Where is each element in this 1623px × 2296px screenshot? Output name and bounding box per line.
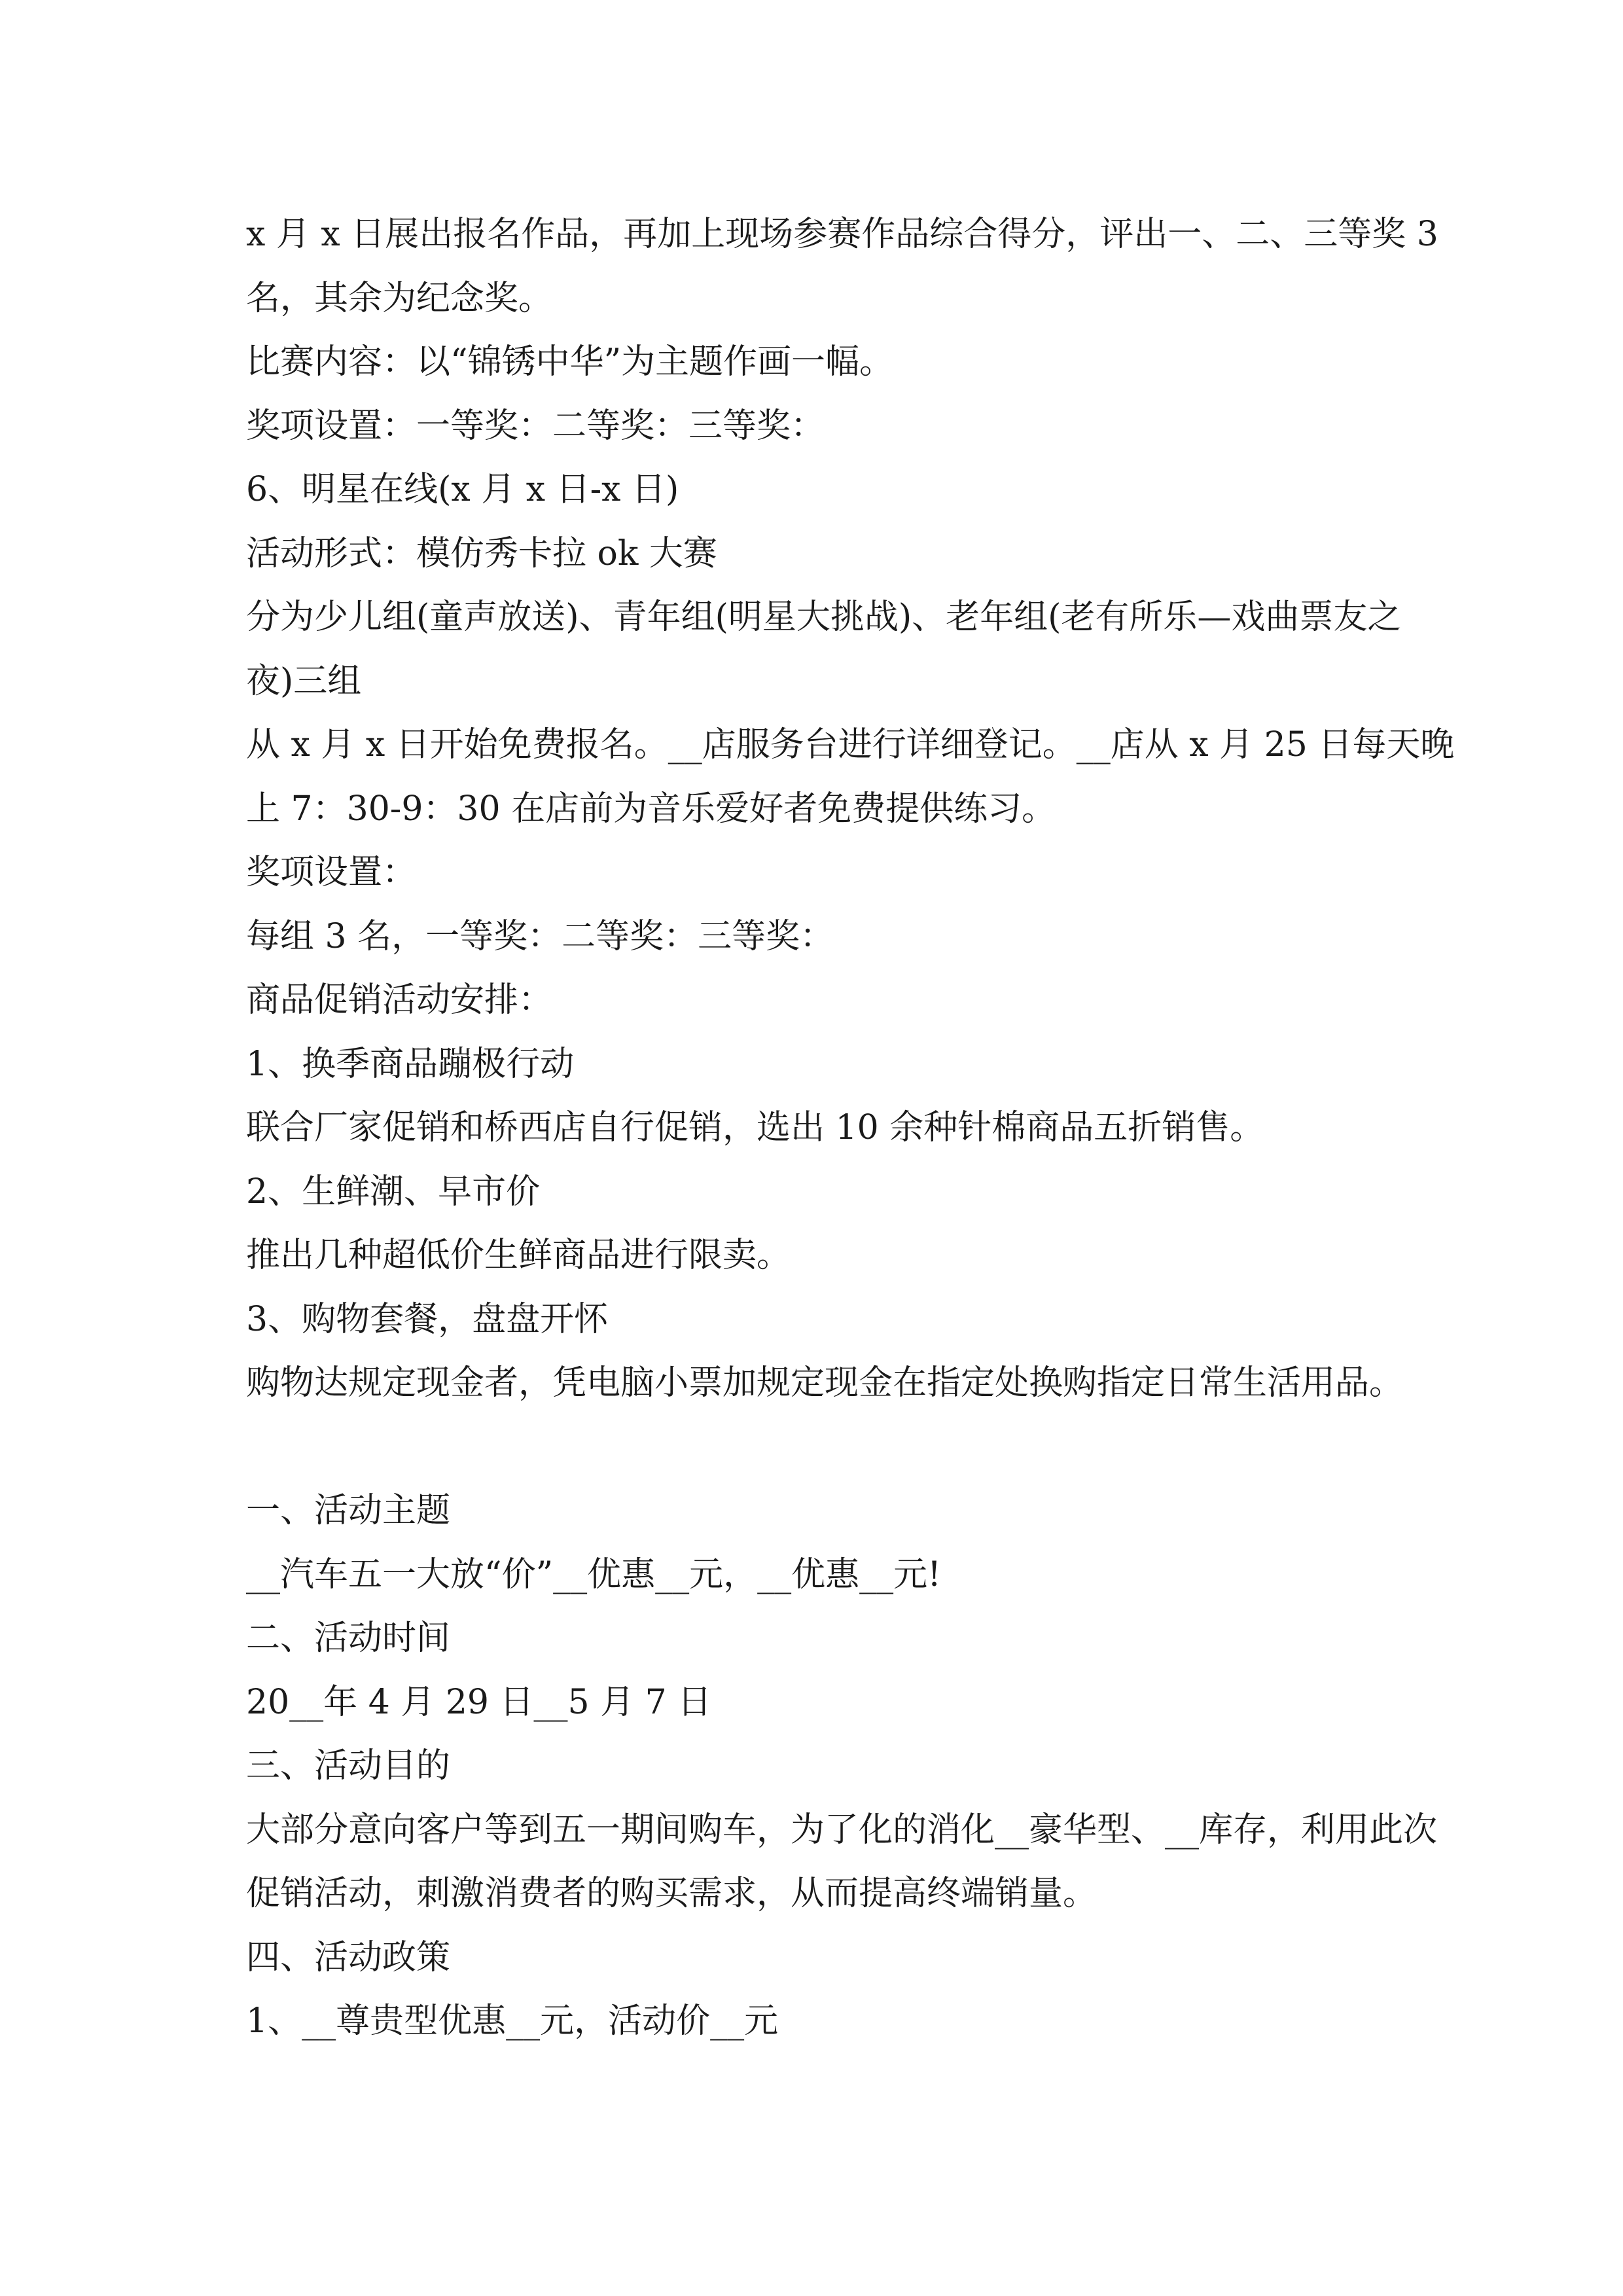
paragraph-line: 促销活动，刺激消费者的购买需求，从而提高终端销量。 [246,1874,1097,1913]
paragraph-line: 从 x 月 x 日开始免费报名。__店服务台进行详细登记。__店从 x 月 25 日每天晚 [246,725,1455,764]
list-item-heading: 1、__尊贵型优惠__元，活动价__元 [246,2001,779,2041]
document-body [246,203,1455,2054]
list-item-heading: 1、换季商品蹦极行动 [246,1044,575,1084]
list-item-heading: 3、购物套餐，盘盘开怀 [246,1299,609,1339]
section-heading: 四、活动政策 [246,1937,451,1977]
paragraph-line: 奖项设置：一等奖：二等奖：三等奖： [246,406,825,446]
paragraph-line: 每组 3 名，一等奖：二等奖：三等奖： [246,916,834,956]
section-heading: 三、活动目的 [246,1746,451,1785]
paragraph-line: 推出几种超低价生鲜商品进行限卖。 [246,1236,791,1275]
blank-line [246,1416,1385,1480]
paragraph-line: 活动形式：模仿秀卡拉 ok 大赛 [246,533,717,573]
paragraph-line: 夜)三组 [246,661,362,701]
paragraph-line: 上 7：30-9：30 在店前为音乐爱好者免费提供练习。 [246,789,1056,829]
section-heading: 商品促销活动安排： [246,980,553,1020]
paragraph-line: x 月 x 日展出报名作品，再加上现场参赛作品综合得分，评出一、二、三等奖 3 [246,215,1438,254]
section-heading: 二、活动时间 [246,1619,451,1658]
paragraph-line: 20__年 4 月 29 日__5 月 7 日 [246,1682,712,1722]
paragraph-line: 名，其余为纪念奖。 [246,278,553,318]
paragraph-line: 分为少儿组(童声放送)、青年组(明星大挑战)、老年组(老有所乐—戏曲票友之 [246,598,1402,637]
paragraph-line: __汽车五一大放“价”__优惠__元，__优惠__元! [246,1554,942,1594]
paragraph-line: 联合厂家促销和桥西店自行促销，选出 10 余种针棉商品五折销售。 [246,1108,1264,1147]
section-heading: 一、活动主题 [246,1491,451,1530]
paragraph-line: 比赛内容：以“锦锈中华”为主题作画一幅。 [246,342,894,382]
paragraph-line: 购物达规定现金者，凭电脑小票加规定现金在指定处换购指定日常生活用品。 [246,1363,1404,1403]
section-heading: 6、明星在线(x 月 x 日-x 日) [246,470,679,509]
paragraph-line: 大部分意向客户等到五一期间购车，为了化的消化__豪华型、__库存，利用此次 [246,1810,1438,1850]
list-item-heading: 2、生鲜潮、早市价 [246,1172,541,1211]
paragraph-line: 奖项设置： [246,853,417,892]
